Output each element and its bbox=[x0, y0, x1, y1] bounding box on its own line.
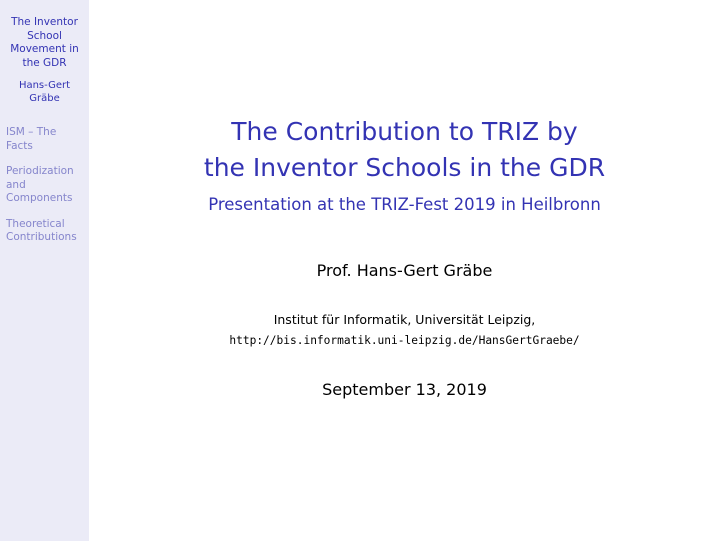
sidebar-section-theoretical-contributions[interactable]: Theoretical Contributions bbox=[6, 217, 77, 243]
author-name: Prof. Hans-Gert Gräbe bbox=[316, 261, 493, 280]
slide-title: The Contribution to TRIZ by the Inventor Schools in the GDR bbox=[203, 117, 606, 182]
sidebar-section-ism-facts[interactable]: ISM – The Facts bbox=[6, 126, 57, 152]
institute: Institut für Informatik, Universität Leipzig, bbox=[273, 312, 536, 327]
presentation-date: September 13, 2019 bbox=[322, 380, 487, 399]
author-url[interactable]: http://bis.informatik.uni-leipzig.de/HansGertGraebe/ bbox=[229, 334, 580, 347]
sidebar-author: Hans-Gert Gräbe bbox=[18, 80, 71, 104]
sidebar bbox=[0, 0, 89, 541]
sidebar-section-periodization[interactable]: Periodization and Components bbox=[6, 165, 74, 204]
slide-subtitle: Presentation at the TRIZ-Fest 2019 in Heilbronn bbox=[208, 195, 601, 214]
sidebar-section-list bbox=[0, 126, 89, 245]
sidebar-presentation-title[interactable]: The Inventor School Movement in the GDR bbox=[10, 16, 79, 69]
slide-content bbox=[89, 0, 720, 541]
